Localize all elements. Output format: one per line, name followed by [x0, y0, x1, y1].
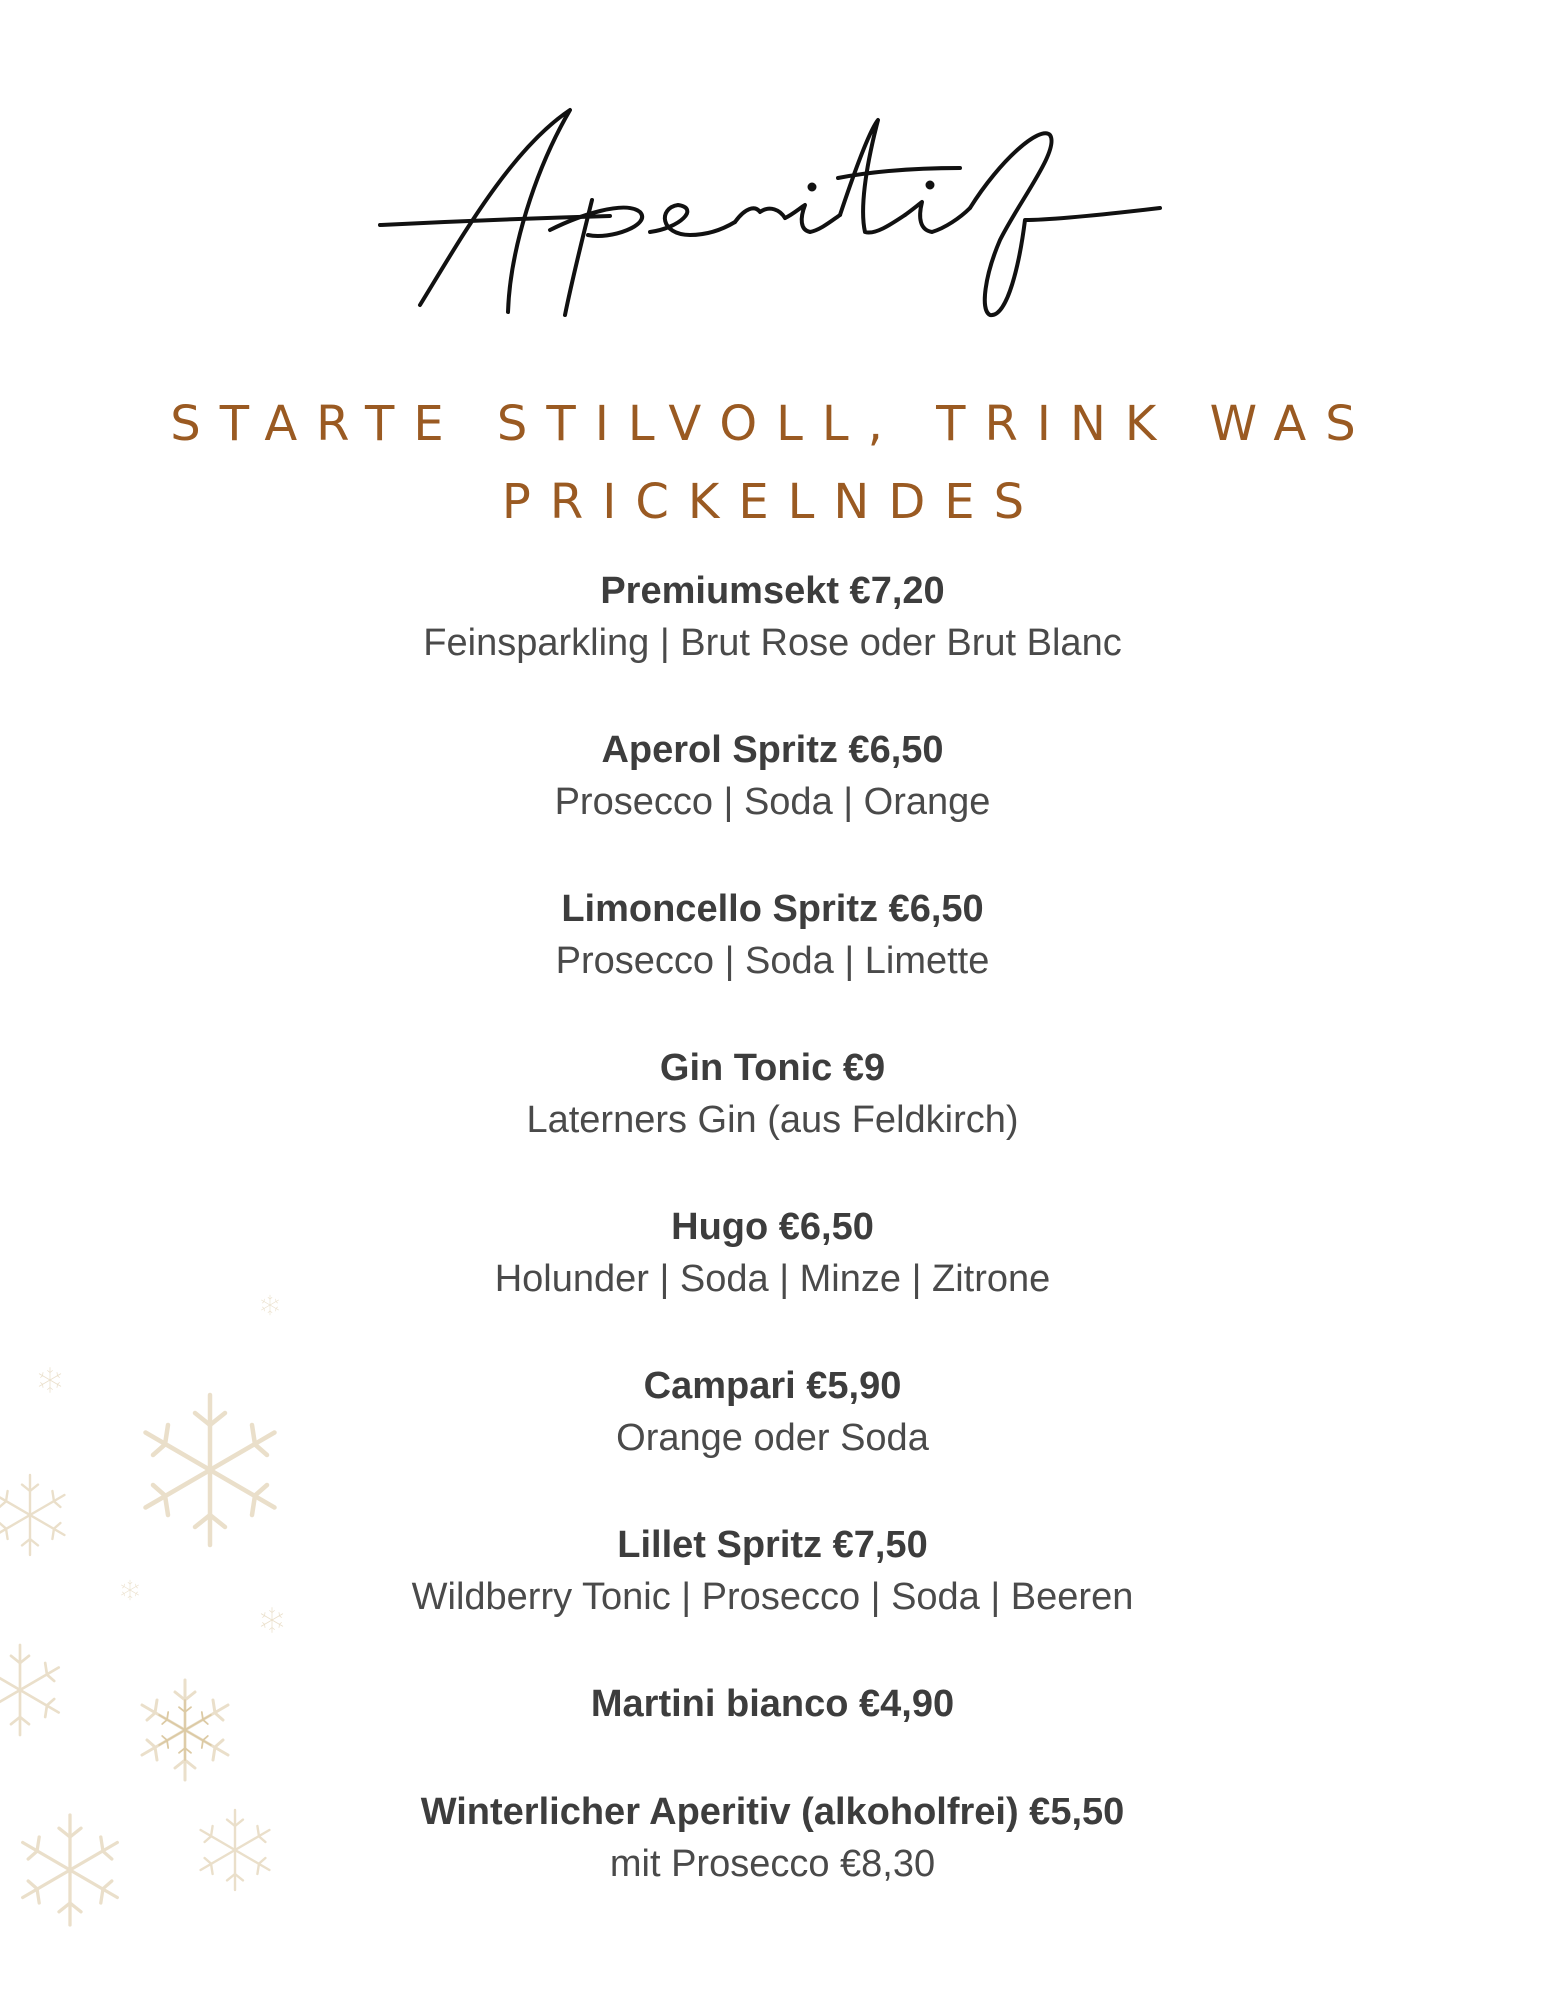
menu-item-name: Premiumsekt €7,20	[600, 570, 945, 612]
menu-item-name: Limoncello Spritz €6,50	[561, 888, 984, 930]
menu-item-name: Winterlicher Aperitiv (alkoholfrei) €5,50	[420, 1791, 1125, 1833]
menu-item-description: Prosecco | Soda | Orange	[554, 781, 991, 823]
menu-item-description: mit Prosecco €8,30	[609, 1843, 936, 1885]
menu-item-description: Laterners Gin (aus Feldkirch)	[526, 1099, 1019, 1141]
menu-item	[0, 883, 1545, 1042]
menu-item-description: Wildberry Tonic | Prosecco | Soda | Beeren	[411, 1576, 1134, 1618]
menu-item	[0, 1519, 1545, 1678]
menu-item-description: Feinsparkling | Brut Rose oder Brut Blanc	[423, 622, 1122, 664]
menu-item	[0, 724, 1545, 883]
menu-item-name: Aperol Spritz €6,50	[601, 729, 944, 771]
menu-item-description: Holunder | Soda | Minze | Zitrone	[494, 1258, 1051, 1300]
menu-item-name: Lillet Spritz €7,50	[617, 1524, 928, 1566]
subtitle-line-2: PRICKELNDES	[501, 474, 1044, 530]
menu-item-description: Prosecco | Soda | Limette	[555, 940, 990, 982]
page-title	[360, 90, 1180, 330]
menu-item-description: Orange oder Soda	[616, 1417, 929, 1459]
menu-list	[0, 565, 1545, 1945]
menu-item	[0, 565, 1545, 724]
script-title-art	[360, 90, 1180, 330]
subtitle	[0, 385, 1545, 541]
menu-item	[0, 1678, 1545, 1786]
menu-item-name: Hugo €6,50	[671, 1206, 874, 1248]
menu-item	[0, 1042, 1545, 1201]
menu-item	[0, 1786, 1545, 1945]
menu-item-name: Martini bianco €4,90	[590, 1683, 955, 1725]
menu-item	[0, 1201, 1545, 1360]
subtitle-line-1: STARTE STILVOLL, TRINK WAS	[170, 396, 1375, 452]
menu-item-name: Gin Tonic €9	[659, 1047, 886, 1089]
menu-item-name: Campari €5,90	[643, 1365, 902, 1407]
menu-item	[0, 1360, 1545, 1519]
